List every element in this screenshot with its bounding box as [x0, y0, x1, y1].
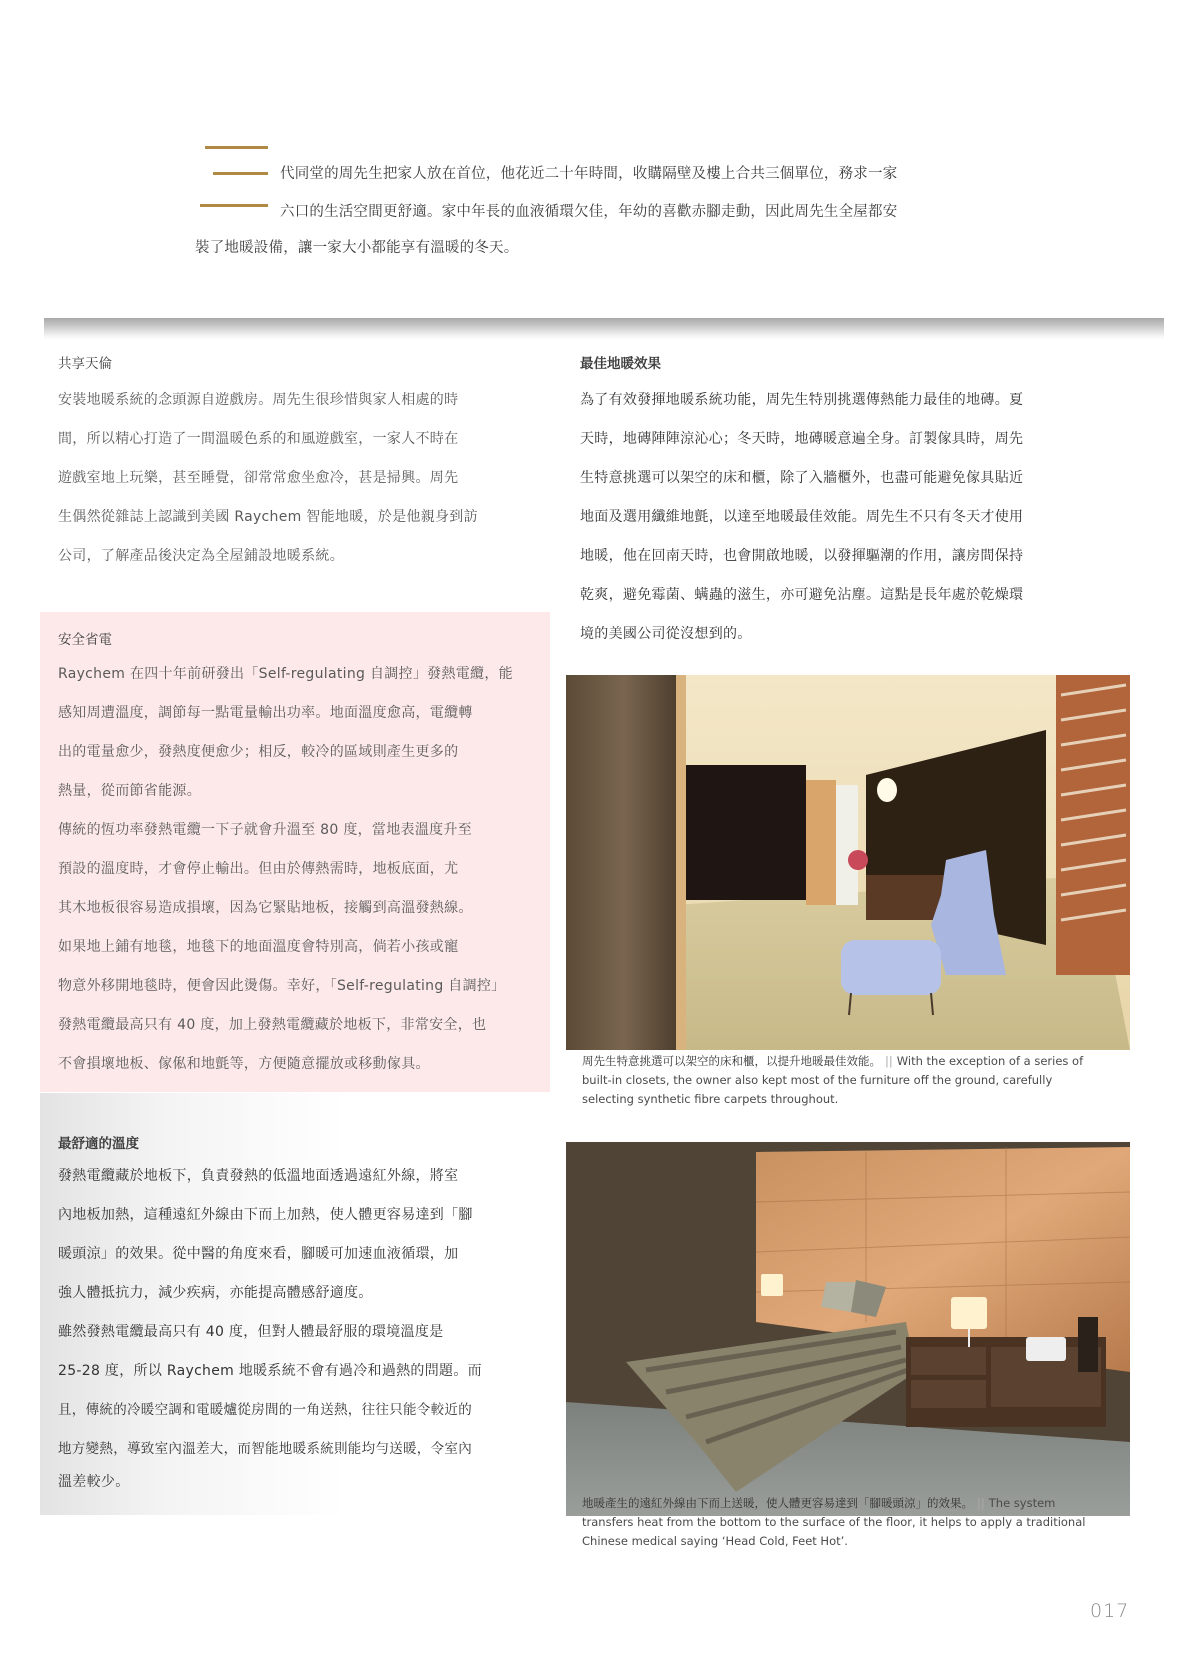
body-line: 內地板加熱，這種遠紅外線由下而上加熱，使人體更容易達到「腳	[58, 1207, 473, 1223]
body-line: 公司，了解產品後決定為全屋鋪設地暖系統。	[58, 548, 344, 564]
gold-accent-bar-2	[213, 172, 268, 175]
section-divider	[44, 318, 1164, 340]
body-line: 發熱電纜最高只有 40 度，加上發熱電纜藏於地板下，非常安全，也	[58, 1017, 487, 1033]
bedroom-photo	[566, 1142, 1130, 1516]
section-comfort	[58, 1132, 538, 1495]
section-safety	[58, 628, 538, 1084]
body-line: 預設的溫度時，才會停止輸出。但由於傳熱需時，地板底面，尤	[58, 861, 459, 877]
body-line: 其木地板很容易造成損壞，因為它緊貼地板，接觸到高溫發熱線。	[58, 900, 473, 916]
body-line: 物意外移開地毯時，便會因此燙傷。幸好，「Self-regulating 自調控」	[58, 978, 506, 994]
body-line: 境的美國公司從沒想到的。	[580, 626, 752, 642]
section-title: 最佳地暖效果	[580, 356, 661, 372]
body-line: 發熱電纜藏於地板下，負責發熱的低溫地面透過遠紅外線，將室	[58, 1168, 459, 1184]
section-best-effect	[580, 352, 1080, 654]
body-line: 熱量，從而節省能源。	[58, 783, 201, 799]
body-line: 生偶然從雜誌上認識到美國 Raychem 智能地暖，於是他親身到訪	[58, 509, 478, 525]
body-line: 地面及選用纖維地氈，以達至地暖最佳效能。周先生不只有冬天才使用	[580, 509, 1024, 525]
intro-line: 代同堂的周先生把家人放在首位，他花近二十年時間，收購隔壁及樓上合共三個單位，務求一家	[280, 166, 898, 182]
body-line: 出的電量愈少，發熱度便愈少；相反，較冷的區域則產生更多的	[58, 744, 459, 760]
section-family	[58, 352, 538, 576]
body-line: 地暖，他在回南天時，也會開啟地暖，以發揮驅潮的作用，讓房間保持	[580, 548, 1024, 564]
caption-zh: 周先生特意挑選可以架空的床和櫃，以提升地暖最佳效能。	[582, 1054, 881, 1068]
body-line: 感知周遭溫度，調節每一點電量輸出功率。地面溫度愈高，電纜轉	[58, 705, 473, 721]
body-line: 乾爽，避免霉菌、螨蟲的滋生，亦可避免沾塵。這點是長年處於乾燥環	[580, 587, 1024, 603]
section-title: 最舒適的溫度	[58, 1136, 139, 1152]
body-line: 強人體抵抗力，減少疾病，亦能提高體感舒適度。	[58, 1285, 373, 1301]
body-line: 遊戲室地上玩樂，甚至睡覺，卻常常愈坐愈冷，甚是掃興。周先	[58, 470, 459, 486]
section-title: 共享天倫	[58, 356, 112, 372]
body-line: 安裝地暖系統的念頭源自遊戲房。周先生很珍惜與家人相處的時	[58, 392, 459, 408]
bedroom-caption	[582, 1494, 1092, 1551]
page-number: 017	[1090, 1600, 1130, 1622]
body-line: 雖然發熱電纜最高只有 40 度，但對人體最舒服的環境溫度是	[58, 1324, 444, 1340]
section-title: 安全省電	[58, 632, 112, 648]
caption-separator: ||	[977, 1496, 985, 1510]
gold-accent-bar-1	[205, 146, 268, 149]
caption-en: With the exception of a series of built-in closets, the owner also kept most of the furniture off the ground, carefully selecting synthetic fibre carpets throughout.	[582, 1054, 1084, 1106]
caption-zh: 地暖產生的遠紅外線由下而上送暖，使人體更容易達到「腳暖頭涼」的效果。	[582, 1496, 973, 1510]
living-room-caption	[582, 1052, 1092, 1109]
body-line: Raychem 在四十年前研發出「Self-regulating 自調控」發熱電纜，能	[58, 666, 513, 682]
body-line: 天時，地磚陣陣涼沁心；冬天時，地磚暖意遍全身。訂製傢具時，周先	[580, 431, 1024, 447]
intro-line: 六口的生活空間更舒適。家中年長的血液循環欠佳，年幼的喜歡赤腳走動，因此周先生全屋都安	[280, 204, 898, 220]
body-line: 為了有效發揮地暖系統功能，周先生特別挑選傳熱能力最佳的地磚。夏	[580, 392, 1024, 408]
body-line: 間，所以精心打造了一間溫暖色系的和風遊戲室，一家人不時在	[58, 431, 459, 447]
bedroom-image	[566, 1142, 1130, 1516]
body-line: 且，傳統的冷暖空調和電暖爐從房間的一角送熱，往往只能令較近的	[58, 1402, 472, 1418]
body-line: 傳統的恆功率發熱電纜一下子就會升溫至 80 度，當地表溫度升至	[58, 822, 473, 838]
body-line: 25-28 度，所以 Raychem 地暖系統不會有過冷和過熱的問題。而	[58, 1363, 482, 1379]
living-room-photo	[566, 675, 1130, 1050]
caption-separator: ||	[885, 1054, 893, 1068]
living-room-image	[566, 675, 1130, 1050]
body-line: 暖頭涼」的效果。從中醫的角度來看，腳暖可加速血液循環，加	[58, 1246, 459, 1262]
body-line: 生特意挑選可以架空的床和櫃，除了入牆櫃外，也盡可能避免傢具貼近	[580, 470, 1024, 486]
body-line: 如果地上鋪有地毯，地毯下的地面溫度會特別高，倘若小孩或寵	[58, 939, 459, 955]
body-line: 不會損壞地板、傢俬和地氈等，方便隨意擺放或移動傢具。	[58, 1056, 430, 1072]
intro-line: 裝了地暖設備，讓一家大小都能享有溫暖的冬天。	[195, 240, 519, 256]
body-line: 地方變熱，導致室內溫差大，而智能地暖系統則能均勻送暖，令室內	[58, 1441, 472, 1457]
caption-en: The system transfers heat from the bottom to the surface of the floor, it helps to apply a traditional Chinese medical saying ‘Head Cold, Feet Hot’.	[582, 1496, 1086, 1548]
body-line: 溫差較少。	[58, 1474, 130, 1490]
gold-accent-bar-3	[200, 204, 268, 207]
